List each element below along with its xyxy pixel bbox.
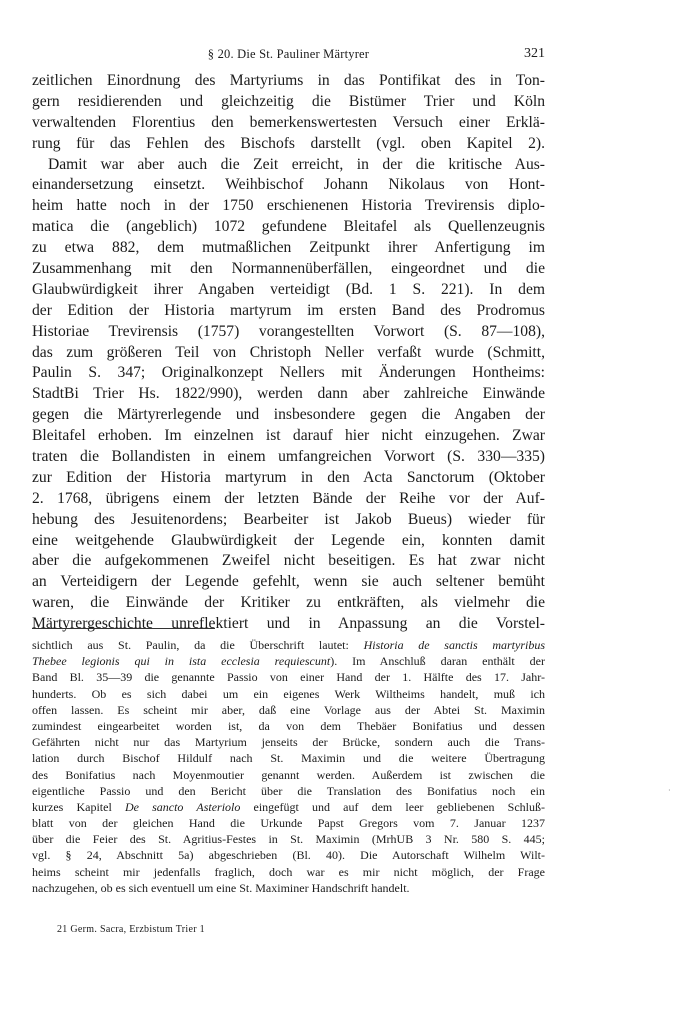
body-line: einandersetzung einsetzt. Weihbischof Johann Nikolaus von Hont-	[32, 176, 545, 194]
footnote-line: hunderts. Ob es sich dabei um ein eigenes Werk Wiltheims handelt, muß ich	[32, 686, 545, 701]
footnote-lines-b	[32, 815, 545, 896]
body-line: zur Edition der Historia martyrum in den Acta Sanctorum (Oktober	[32, 468, 545, 486]
body-line: waren, die Einwände der Kritiker zu entkräften, als vielmehr die	[32, 594, 545, 612]
footnote-line: des Bonifatius nach Moyenmoutier genannt werden. Außerdem ist zwischen die	[32, 767, 545, 782]
footnote-line: kurzes Kapitel De sancto Asteriolo eingefügt und auf dem leer gebliebenen Schluß-	[32, 799, 545, 814]
printer-signature: 21 Germ. Sacra, Erzbistum Trier 1	[57, 924, 205, 935]
body-line: Paulin S. 347; Originalkonzept Nellers mit Änderungen Hontheims:	[32, 364, 545, 382]
margin-mark: ·	[668, 786, 671, 795]
body-line: aber die aufgekommenen Zweifel nicht beseitigen. Es hat zwar nicht	[32, 552, 545, 570]
body-line: heim hatte noch in der 1750 erschienenen Historia Trevirensis diplo-	[32, 197, 545, 215]
footnote-line: blatt von der gleichen Hand die Urkunde Papst Gregors vom 7. Januar 1237	[32, 816, 545, 831]
body-line: Historiae Trevirensis (1757) vorangestellten Vorwort (S. 87—108),	[32, 322, 545, 340]
body-line: hebung des Jesuitenordens; Bearbeiter ist Jakob Bueus) wieder für	[32, 510, 545, 528]
main-text	[32, 71, 545, 635]
footnote-line: vgl. § 24, Abschnitt 5a) abgeschrieben (Bl. 40). Die Autorschaft Wilhelm Wilt-	[32, 848, 545, 863]
body-line: das zum größeren Teil von Christoph Neller verfaßt wurde (Schmitt,	[32, 343, 545, 361]
body-line: 2. 1768, übrigens einem der letzten Bände der Reihe vor der Auf-	[32, 489, 545, 507]
footnote-line: heims scheint mir jedenfalls fraglich, doch war es mir nicht möglich, der Frage	[32, 864, 545, 879]
footnote-line: über die Feier des St. Agritius-Festes in St. Maximin (MrhUB 3 Nr. 580 S. 445;	[32, 832, 545, 847]
running-header	[32, 47, 545, 67]
section-title: § 20. Die St. Pauliner Märtyrer	[207, 47, 370, 61]
body-line: verwaltenden Florentius den bemerkenswertesten Versuch einer Erklä-	[32, 113, 545, 131]
body-line: gern residierenden und gleichzeitig die Bistümer Trier und Köln	[32, 92, 545, 110]
body-line: der Edition der Historia martyrum im ersten Band des Prodromus	[32, 301, 545, 319]
body-line: StadtBi Trier Hs. 1822/990), werden dann aber zahlreiche Einwände	[32, 385, 545, 403]
footnote-line: Gefährten nicht nur das Martyrium jenseits der Brücke, sondern auch die Trans-	[32, 735, 545, 750]
footnote-lines-a	[32, 669, 545, 799]
body-line: zeitlichen Einordnung des Martyriums in das Pontifikat des in Ton-	[32, 72, 545, 89]
body-line: traten die Bollandisten in einem umfangreichen Vorwort (S. 330—335)	[32, 448, 545, 466]
footnote-line: nachzugehen, ob es sich eventuell um eine St. Maximiner Handschrift handelt.	[32, 880, 410, 895]
body-line: Bleitafel erhoben. Im einzelnen ist darauf hier nicht einzugehen. Zwar	[32, 427, 545, 445]
body-line: Märtyrergeschichte unreflektiert und in Anpassung an die Vorstel-	[32, 615, 545, 633]
body-line: zu etwa 882, dem mutmaßlichen Zeitpunkt ihrer Anfertigung im	[32, 239, 545, 257]
body-line: Glaubwürdigkeit ihrer Angaben verteidigt (Bd. 1 S. 221). In dem	[32, 280, 545, 298]
body-line: matica die (angeblich) 1072 gefundene Bleitafel als Quellenzeugnis	[32, 218, 545, 236]
body-line: gegen die Märtyrerlegende und insbesondere gegen die Angaben der	[32, 406, 545, 424]
body-line: Damit war aber auch die Zeit erreicht, in der die kritische Aus-	[48, 155, 545, 173]
footnote-line: lation durch Bischof Hildulf nach St. Maximin und die weitere Übertragung	[32, 751, 545, 766]
footnote-line: eigentliche Passio und den Bericht über die Translation des Bonifatius noch ein	[32, 783, 545, 798]
body-line: rung für das Fehlen des Bischofs darstellt (vgl. oben Kapitel 2).	[32, 134, 545, 152]
body-line: an Verteidigern der Legende gefehlt, wenn sie auch seltener bemüht	[32, 573, 545, 591]
body-line: eine weitgehende Glaubwürdigkeit der Legende ein, konnten damit	[32, 531, 545, 549]
footnote-line: sichtlich aus St. Paulin, da die Überschrift lautet: Historia de sanctis martyribus	[32, 638, 546, 652]
footnote-line: Thebee legionis qui in ista ecclesia requiescunt). Im Anschluß daran enthält der	[32, 654, 545, 669]
footnote	[32, 637, 545, 896]
footnote-line: offen lassen. Es scheint mir aber, daß eine Vorlage aus der Abtei St. Maximin	[32, 702, 545, 717]
footnote-rule	[32, 628, 215, 629]
page-number: 321	[524, 46, 545, 61]
footnote-line: zumindest eingearbeitet worden ist, da von dem Thebäer Bonifatius und dessen	[32, 718, 545, 733]
footnote-line: Band Bl. 35—39 die genannte Passio von einer Hand der 1. Hälfte des 17. Jahr-	[32, 670, 545, 685]
body-line: Zusammenhang mit den Normannenüberfällen, eingeordnet und die	[32, 260, 545, 278]
